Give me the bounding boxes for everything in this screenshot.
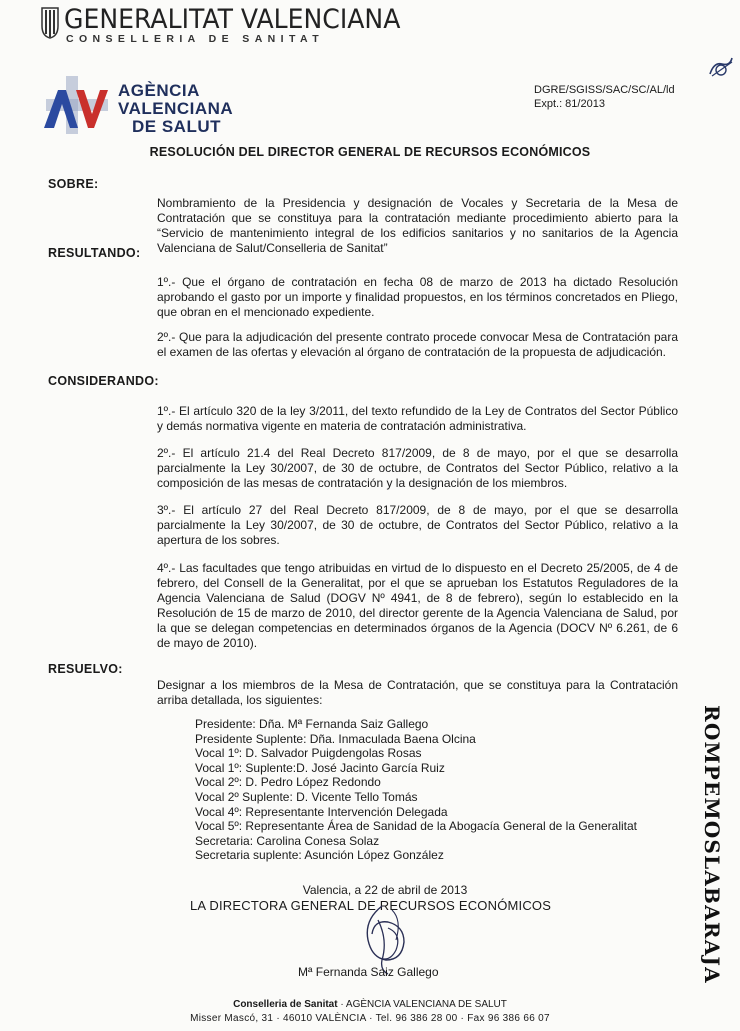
reference-code: DGRE/SGISS/SAC/SC/AL/ld <box>534 84 675 96</box>
resultando-paragraph-2: 2º.- Que para la adjudicación del presente contrato procede convocar Mesa de Contratación para el examen de las ofertas y elevación al órgano de contratación de la propuesta de adjudicación. <box>157 330 678 359</box>
generalitat-title: GENERALITAT VALENCIANA <box>64 4 401 35</box>
footer-address: Misser Mascó, 31 · 46010 VALÈNCIA · Tel. 96 386 28 00 · Fax 96 386 66 07 <box>190 1013 550 1024</box>
footer-organization <box>0 999 740 1010</box>
place-and-date: Valencia, a 22 de abril de 2013 <box>302 883 468 897</box>
considerando-paragraph-2: 2º.- El artículo 21.4 del Real Decreto 817/2009, de 8 de mayo, por el que se desarrolla parcialmente la Ley 30/2007, de 30 de octubre, de Contratos del Sector Público, relativo a la composición de las mesas de contratación y la designación de los miembros. <box>157 446 678 490</box>
document-title: RESOLUCIÓN DEL DIRECTOR GENERAL DE RECURSOS ECONÓMICOS <box>149 145 591 159</box>
sobre-text: Nombramiento de la Presidencia y designación de Vocales y Secretaria de la Mesa de Contratación que se constituya para la contratación mediante procedimiento abierto para la “Servicio de mantenimiento integral de los edificios sanitarios y no sanitarios de la Agencia Valenciana de Salut/Conselleria de Sanitat” <box>157 196 678 255</box>
agencia-valenciana-salut-logo-icon <box>42 76 112 134</box>
agency-name-line-1: AGÈNCIA <box>118 81 200 100</box>
member-item: Secretaria suplente: Asunción López González <box>195 848 444 862</box>
member-item: Presidente Suplente: Dña. Inmaculada Baena Olcina <box>195 732 476 746</box>
considerando-paragraph-1: 1º.- El artículo 320 de la ley 3/2011, del texto refundido de la Ley de Contratos del Sector Público y demás normativa vigente en materia de contratación administrativa. <box>157 404 678 433</box>
resultando-paragraph-1: 1º.- Que el órgano de contratación en fecha 08 de marzo de 2013 ha dictado Resolución aprobando el gasto por un importe y finalidad propuestos, en los términos concretados en Pliego, que obran en el mencionado expediente. <box>157 275 678 319</box>
considerando-paragraph-4: 4º.- Las facultades que tengo atribuidas en virtud de lo dispuesto en el Decreto 25/2005, de 4 de febrero, del Consell de la Generalitat, por el que se aprueban los Estatutos Reguladores de la Agencia Valenciana de Salud (DOGV Nº 4941, de 8 de febrero), según lo establecido en la Resolución de 15 de marzo de 2010, del director gerente de la Agencia Valenciana de Salud, por la que se delegan competencias en determinados órganos de la Agencia (DOCV Nº 6.261, de 6 de mayo de 2010). <box>157 561 678 650</box>
signatory-role: LA DIRECTORA GENERAL DE RECURSOS ECONÓMICOS <box>190 898 552 913</box>
member-item: Vocal 1º: D. Salvador Puigdengolas Rosas <box>195 746 422 760</box>
handwritten-mark-icon <box>706 56 736 80</box>
footer-org-bold: Conselleria de Sanitat <box>233 999 338 1010</box>
generalitat-emblem-icon <box>40 6 60 40</box>
resuelvo-text: Designar a los miembros de la Mesa de Contratación, que se constituya para la Contratación arriba detallada, los siguientes: <box>157 678 678 707</box>
member-item: Vocal 5º: Representante Área de Sanidad de la Abogacía General de la Generalitat <box>195 819 638 833</box>
considerando-paragraph-3: 3º.- El artículo 27 del Real Decreto 817/2009, de 8 de mayo, por el que se desarrolla parcialmente la Ley 30/2007, de 30 de octubre, de Contratos del Sector Público, relativo a la apertura de los sobres. <box>157 503 678 547</box>
member-item: Vocal 2º: D. Pedro López Redondo <box>195 775 381 789</box>
member-item: Vocal 2º Suplente: D. Vicente Tello Tomás <box>195 790 418 804</box>
side-watermark-text: ROMPEMOSLABARAJA <box>700 705 724 984</box>
member-item: Presidente: Dña. Mª Fernanda Saiz Gallego <box>195 717 429 731</box>
signatory-name: Mª Fernanda Saiz Gallego <box>298 965 439 979</box>
agency-name <box>118 82 233 136</box>
expedient-number: Expt.: 81/2013 <box>534 98 605 110</box>
resultando-label: RESULTANDO: <box>48 246 141 260</box>
side-watermark <box>700 705 734 1025</box>
sobre-label: SOBRE: <box>48 177 99 191</box>
agency-name-line-3: DE SALUT <box>132 117 221 136</box>
agency-name-line-2: VALENCIANA <box>118 99 234 118</box>
conselleria-subtitle: CONSELLERIA DE SANITAT <box>66 33 325 45</box>
footer-org-rest: · AGÈNCIA VALENCIANA DE SALUT <box>337 999 507 1010</box>
considerando-label: CONSIDERANDO: <box>48 374 159 388</box>
member-item: Vocal 1º: Suplente:D. José Jacinto García Ruiz <box>195 761 445 775</box>
member-item: Vocal 4º: Representante Intervención Delegada <box>195 805 448 819</box>
resuelvo-label: RESUELVO: <box>48 662 123 676</box>
member-item: Secretaria: Carolina Conesa Solaz <box>195 834 380 848</box>
